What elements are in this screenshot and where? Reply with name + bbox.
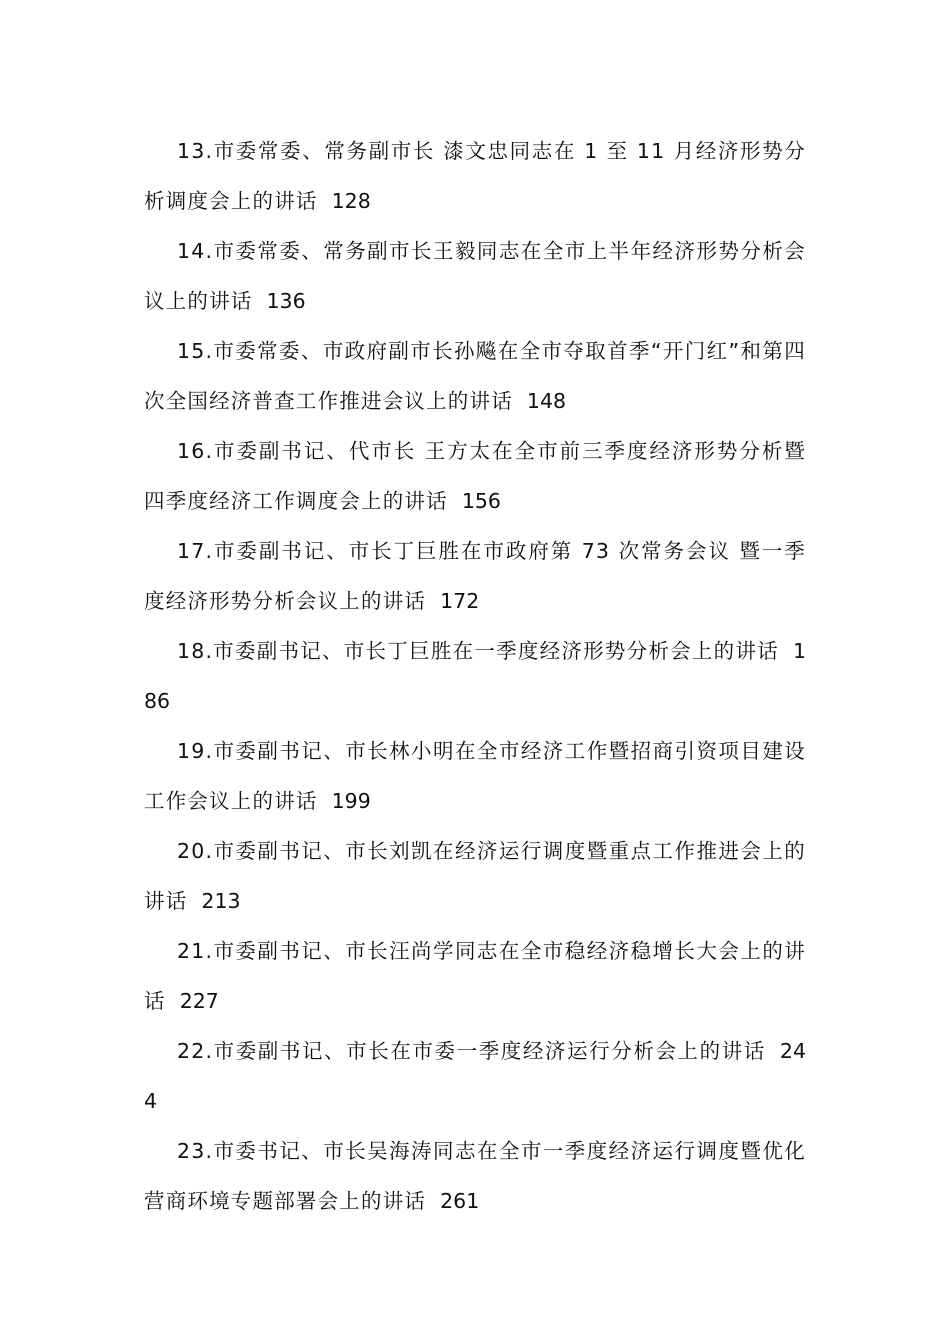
toc-entry-title: 市委副书记、代市长 王方太在全市前三季度经济形势分析暨四季度经济工作调度会上的讲话 — [144, 439, 806, 513]
toc-entry-page: 186 — [144, 639, 806, 713]
toc-entry-16 — [144, 426, 806, 526]
toc-entry-title: 市委副书记、市长丁巨胜在一季度经济形势分析会上的讲话 — [213, 639, 779, 663]
toc-entry-19 — [144, 726, 806, 826]
toc-entry-13 — [144, 126, 806, 226]
toc-entry-number: 19. — [177, 739, 214, 763]
toc-entry-17 — [144, 526, 806, 626]
toc-entry-number: 22. — [177, 1039, 214, 1063]
toc-entry-title: 市委副书记、市长丁巨胜在市政府第 73 次常务会议 暨一季度经济形势分析会议上的讲话 — [144, 539, 806, 613]
toc-entry-20 — [144, 826, 806, 926]
toc-entry-number: 18. — [177, 639, 214, 663]
toc-entry-title: 市委常委、常务副市长王毅同志在全市上半年经济形势分析会议上的讲话 — [144, 239, 806, 313]
toc-entry-page: 213 — [201, 889, 241, 913]
toc-entry-page: 136 — [266, 289, 306, 313]
toc-entry-title: 市委副书记、市长刘凯在经济运行调度暨重点工作推进会上的讲话 — [144, 839, 806, 913]
toc-entry-number: 17. — [177, 539, 214, 563]
toc-entry-page: 156 — [461, 489, 501, 513]
toc-entry-page: 128 — [331, 189, 371, 213]
toc-entry-15 — [144, 326, 806, 426]
toc-entry-18 — [144, 626, 806, 726]
toc-entry-number: 20. — [177, 839, 214, 863]
toc-entry-title: 市委副书记、市长在市委一季度经济运行分析会上的讲话 — [213, 1039, 766, 1063]
toc-entry-number: 23. — [177, 1139, 214, 1163]
toc-entry-number: 15. — [177, 339, 214, 363]
toc-entry-title: 市委副书记、市长汪尚学同志在全市稳经济稳增长大会上的讲话 — [144, 939, 806, 1013]
toc-entry-number: 13. — [177, 139, 214, 163]
toc-entry-title: 市委书记、市长吴海涛同志在全市一季度经济运行调度暨优化营商环境专题部署会上的讲话 — [144, 1139, 806, 1213]
toc-entry-page: 227 — [179, 989, 219, 1013]
toc-entry-title: 市委常委、市政府副市长孙飚在全市夺取首季“开门红”和第四次全国经济普查工作推进会议上的讲话 — [144, 339, 806, 413]
toc-entry-page: 244 — [144, 1039, 806, 1113]
toc-entry-23 — [144, 1126, 806, 1226]
toc-entry-page: 172 — [440, 589, 480, 613]
toc-entry-number: 14. — [177, 239, 214, 263]
toc-entry-title: 市委常委、常务副市长 漆文忠同志在 1 至 11 月经济形势分析调度会上的讲话 — [144, 139, 806, 213]
toc-entry-number: 21. — [177, 939, 214, 963]
toc-entry-page: 261 — [440, 1189, 480, 1213]
toc-entry-page: 148 — [526, 389, 567, 413]
toc-entry-21 — [144, 926, 806, 1026]
toc-entry-number: 16. — [177, 439, 214, 463]
table-of-contents — [144, 126, 806, 1226]
toc-entry-14 — [144, 226, 806, 326]
toc-entry-22 — [144, 1026, 806, 1126]
toc-entry-page: 199 — [331, 789, 371, 813]
toc-entry-title: 市委副书记、市长林小明在全市经济工作暨招商引资项目建设工作会议上的讲话 — [144, 739, 806, 813]
